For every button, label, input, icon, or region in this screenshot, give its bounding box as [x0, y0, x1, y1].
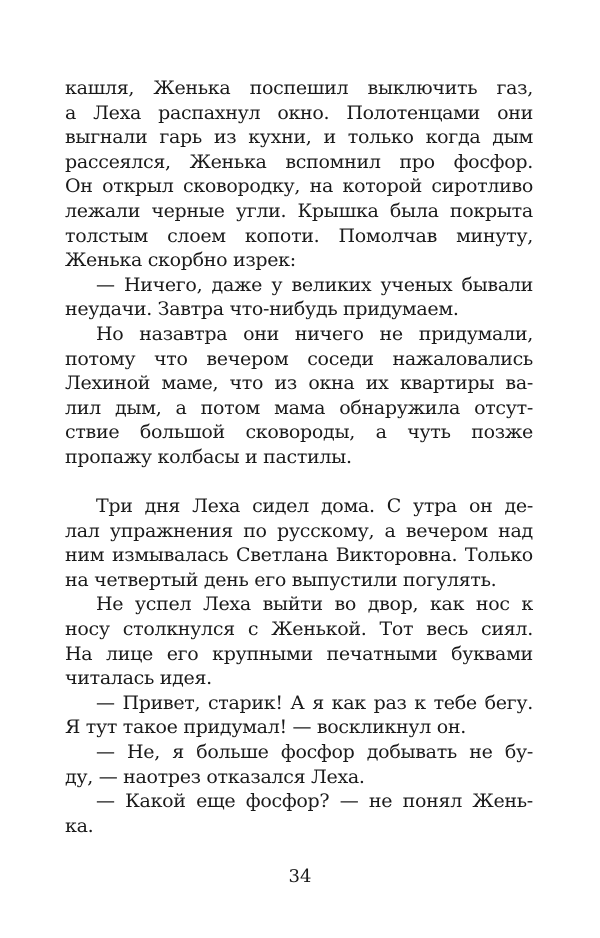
text-line: выгнали гарь из кухни, и только когда дым [65, 126, 533, 149]
text-line: лил дым, а потом мама обнаружила отсут- [65, 396, 533, 419]
text-line: — Ничего, даже у великих ученых бывали [96, 273, 533, 296]
text-line: Лехиной маме, что из окна их квартиры ва- [65, 372, 533, 395]
paragraph [65, 322, 533, 470]
text-line: толстым слоем копоти. Помолчав минуту, [65, 224, 533, 247]
page-body-text [65, 76, 533, 838]
text-line: читалась идея. [65, 667, 212, 690]
text-line: Он открыл сковородку, на которой сиротливо [65, 175, 533, 198]
text-line: лал упражнения по русскому, а вечером над [65, 519, 533, 542]
text-line: — Не, я больше фосфор добывать не бу- [96, 741, 533, 764]
text-line: Но назавтра они ничего не придумали, [96, 322, 533, 345]
paragraph [65, 494, 533, 592]
text-line: носу столкнулся с Женькой. Тот весь сиял. [65, 618, 533, 641]
paragraph [65, 789, 533, 838]
text-line: ствие большой сковороды, а чуть позже [65, 421, 533, 444]
text-line: а Леха распахнул окно. Полотенцами они [65, 101, 533, 124]
text-line: кашля, Женька поспешил выключить газ, [65, 77, 533, 99]
text-line: На лице его крупными печатными буквами [65, 642, 533, 665]
text-line: потому что вечером соседи нажаловались [65, 347, 533, 370]
paragraph [65, 691, 533, 740]
text-line: ка. [65, 814, 94, 837]
text-line: пропажу колбасы и пастилы. [65, 445, 352, 468]
text-line: на четвертый день его выпустили погулять. [65, 568, 497, 591]
text-line: — Какой еще фосфор? — не понял Жень- [96, 790, 533, 813]
text-line: Я тут такое придумал! — воскликнул он. [65, 716, 467, 739]
text-line: Не успел Леха выйти во двор, как нос к [96, 593, 533, 616]
page-number: 34 [288, 866, 312, 887]
text-line: рассеялся, Женька вспомнил про фосфор. [65, 150, 533, 173]
text-line: — Привет, старик! А я как раз к тебе бегу. [96, 691, 533, 714]
paragraph [65, 592, 533, 690]
text-line: ним измывалась Светлана Викторовна. Только [65, 544, 533, 567]
paragraph [65, 76, 533, 273]
text-line: Три дня Леха сидел дома. С утра он де- [96, 495, 533, 518]
text-line: Женька скорбно изрек: [65, 249, 296, 272]
text-line: лежали черные угли. Крышка была покрыта [65, 199, 533, 222]
text-line: неудачи. Завтра что-нибудь придумаем. [65, 298, 459, 321]
text-line: ду, — наотрез отказался Леха. [65, 765, 365, 788]
paragraph [65, 273, 533, 322]
paragraph [65, 740, 533, 789]
